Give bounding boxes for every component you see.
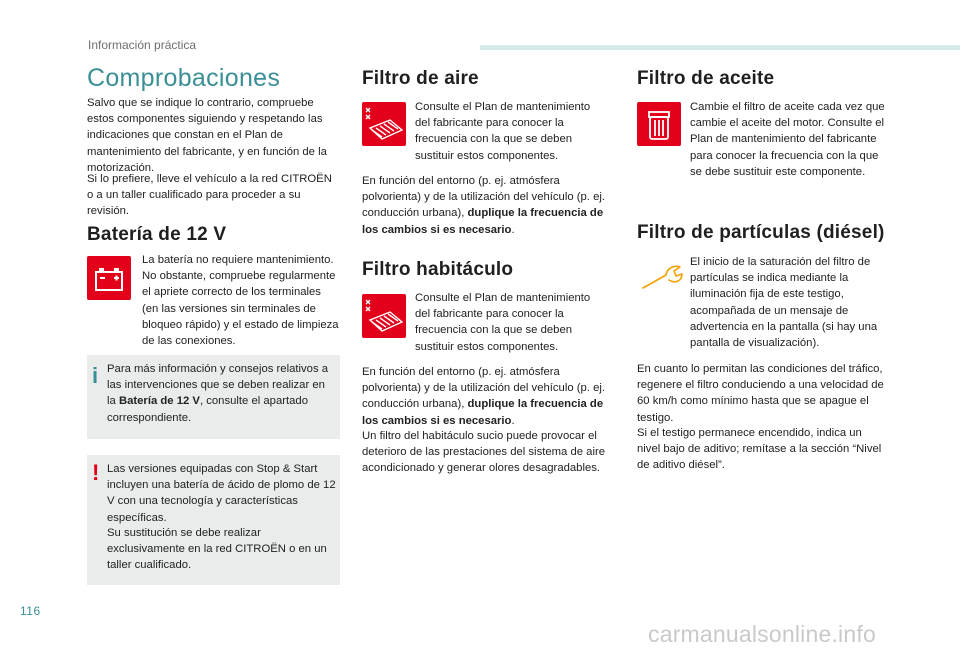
air-filter-text: Consulte el Plan de mantenimiento del fabricante para conocer la frecuencia con la que se deben sustituir estos componentes. bbox=[415, 101, 591, 162]
particle-filter-heading: Filtro de partículas (diésel) bbox=[637, 222, 885, 243]
warning-box bbox=[87, 455, 340, 585]
battery-icon bbox=[87, 256, 131, 300]
page-title: Comprobaciones bbox=[87, 64, 281, 92]
cabin-filter-paragraph: En función del entorno (p. ej. atmósfera polvorienta) y de la utilización del vehículo (p. ej. conducción urbana), duplique la frecuencia de los cambios si es necesario. bbox=[362, 366, 606, 427]
warning-text-2: Su sustitución se debe realizar exclusivamente en la red CITROËN o en un taller cualificado. bbox=[107, 527, 327, 572]
battery-heading: Batería de 12 V bbox=[87, 224, 227, 245]
cabin-filter-text: Consulte el Plan de mantenimiento del fabricante para conocer la frecuencia con la que se deben sustituir estos componentes. bbox=[415, 292, 591, 353]
particle-filter-text: El inicio de la saturación del filtro de partículas se indica mediante la iluminación fija de este testigo, acompañada de un mensaje de advertencia en la pantalla (si hay una pantalla de visualización). bbox=[690, 256, 878, 350]
wrench-icon bbox=[640, 262, 686, 292]
watermark: carmanualsonline.info bbox=[648, 621, 876, 647]
intro-paragraph-1: Salvo que se indique lo contrario, compruebe estos componentes siguiendo y respetando las indicaciones que constan en el Plan de mantenimiento del fabricante, y en función de la motorización. bbox=[87, 97, 327, 174]
particle-filter-paragraph-1: En cuanto lo permitan las condiciones del tráfico, regenere el filtro conduciendo a una velocidad de 60 km/h como mínimo hasta que se apague el testigo. bbox=[637, 363, 884, 424]
air-filter-icon bbox=[362, 102, 406, 146]
oil-filter-icon bbox=[637, 102, 681, 146]
oil-filter-text: Cambie el filtro de aceite cada vez que cambie el aceite del motor. Consulte el Plan de mantenimiento del fabricante para conocer la frecuencia con la que se debe sustituir este componente. bbox=[690, 101, 885, 178]
air-filter-heading: Filtro de aire bbox=[362, 68, 479, 89]
section-header: Información práctica bbox=[88, 38, 197, 52]
battery-text: La batería no requiere mantenimiento. No obstante, compruebe regularmente el apriete correcto de los terminales (en las versiones sin terminales de bloqueo rápido) y el estado de limpieza de las conexiones. bbox=[142, 254, 339, 348]
cabin-filter-icon bbox=[362, 294, 406, 338]
cabin-filter-heading: Filtro habitáculo bbox=[362, 259, 514, 280]
oil-filter-heading: Filtro de aceite bbox=[637, 68, 775, 89]
info-icon: i bbox=[92, 363, 99, 388]
page-number: 116 bbox=[20, 604, 41, 618]
warning-icon: ! bbox=[92, 460, 100, 485]
air-filter-paragraph: En función del entorno (p. ej. atmósfera polvorienta) y de la utilización del vehículo (p. ej. conducción urbana), duplique la frecuencia de los cambios si es necesario. bbox=[362, 175, 606, 236]
info-box-text: Para más información y consejos relativos a las intervenciones que se deben realizar en la Batería de 12 V, consulte el apartado correspondiente. bbox=[107, 363, 329, 424]
header-bar bbox=[480, 45, 960, 50]
intro-paragraph-2: Si lo prefiere, lleve el vehículo a la red CITROËN o a un taller cualificado para proceder a su revisión. bbox=[87, 173, 332, 218]
info-box bbox=[87, 355, 340, 439]
cabin-filter-paragraph-2: Un filtro del habitáculo sucio puede provocar el deterioro de las prestaciones del sistema de aire acondicionado y generar olores desagradables. bbox=[362, 430, 606, 475]
particle-filter-paragraph-2: Si el testigo permanece encendido, indica un nivel bajo de aditivo; remítase a la sección “Nivel de aditivo diésel”. bbox=[637, 427, 882, 472]
warning-text-1: Las versiones equipadas con Stop & Start incluyen una batería de ácido de plomo de 12 V con una tecnología y características específicas. bbox=[107, 463, 336, 524]
